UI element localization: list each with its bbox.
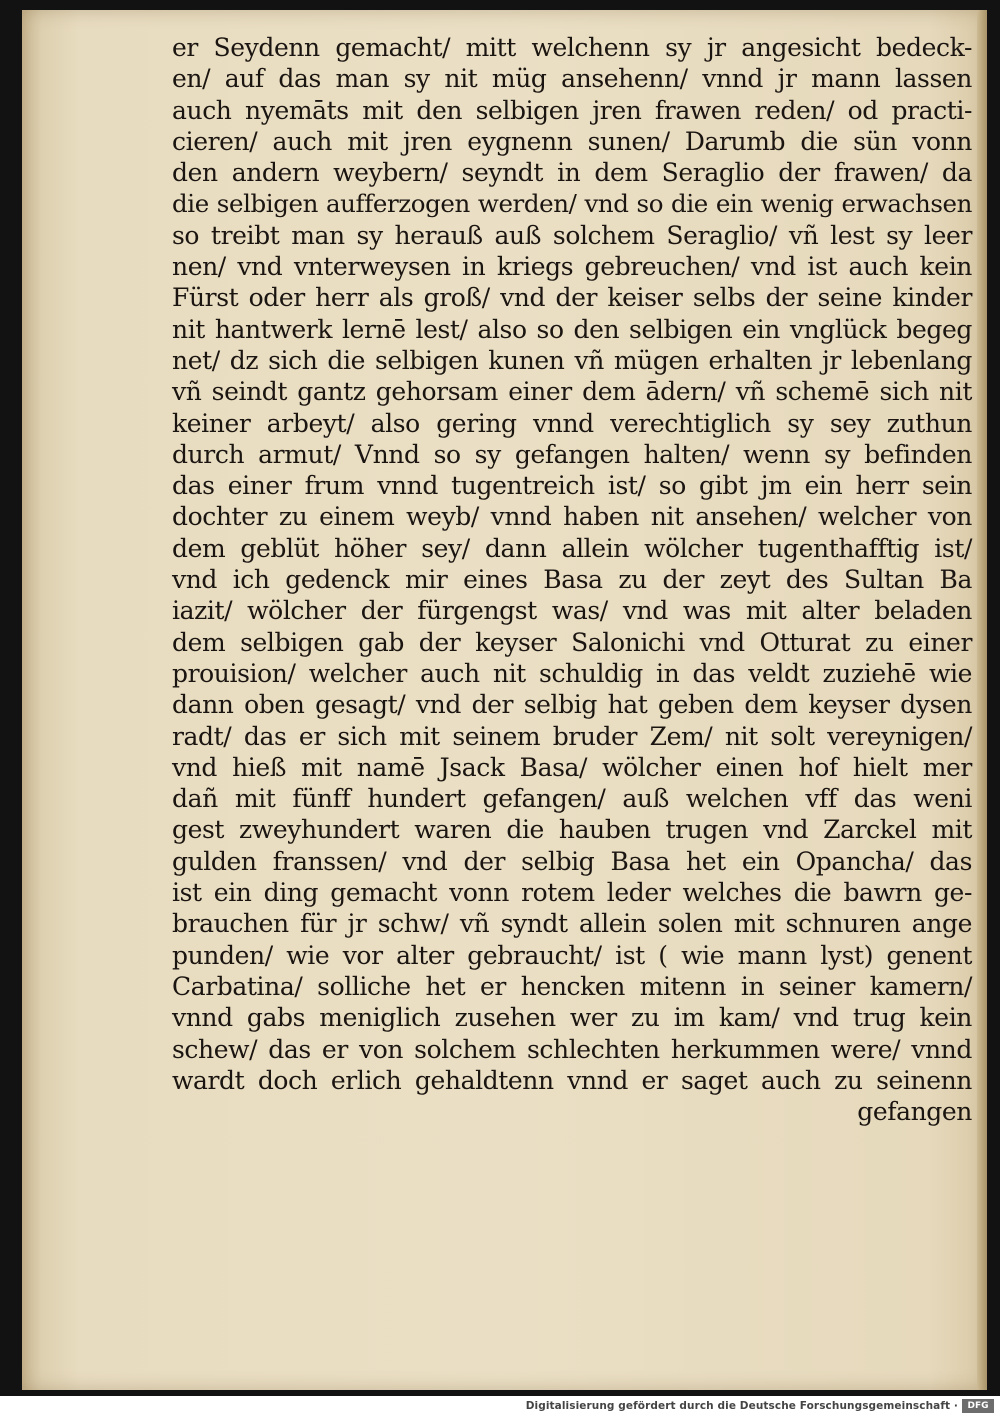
- text-line: nen/ vnd vnterweysen in kriegs gebreuchen/ vnd ist auch kein: [172, 252, 972, 282]
- footer-bar: [0, 1396, 1000, 1419]
- text-line: dañ mit fünff hundert gefangen/ auß welchen vff das weni: [172, 784, 972, 814]
- text-line: dem selbigen gab der keyser Salonichi vnd Otturat zu einer: [172, 627, 972, 657]
- text-line: durch armut/ Vnnd so sy gefangen halten/ wenn sy befinden: [172, 439, 972, 469]
- catchword: gefangen: [857, 1097, 972, 1127]
- text-line: er Seydenn gemacht/ mitt welchenn sy jr angesicht bedeck-: [172, 33, 972, 62]
- text-line: vnnd gabs meniglich zusehen wer zu im kam/ vnd trug kein: [172, 1003, 972, 1033]
- text-block: [172, 32, 972, 1127]
- dfg-logo-text: DFG: [967, 1401, 989, 1411]
- text-line: Carbatina/ solliche het er hencken mitenn in seiner kamern/: [172, 971, 972, 1001]
- text-line: die selbigen aufferzogen werden/ vnd so die ein wenig erwachsen: [172, 189, 972, 219]
- text-line: radt/ das er sich mit seinem bruder Zem/ nit solt vereynigen/: [172, 721, 972, 751]
- text-line: dann oben gesagt/ vnd der selbig hat geben dem keyser dysen: [172, 690, 972, 720]
- text-line: gest zweyhundert waren die hauben trugen vnd Zarckel mit: [172, 815, 972, 845]
- text-line: vñ seindt gantz gehorsam einer dem ādern/ vñ schemē sich nit: [172, 377, 972, 407]
- text-line: wardt doch erlich gehaldtenn vnnd er saget auch zu seinenn: [172, 1065, 972, 1095]
- text-line: dochter zu einem weyb/ vnnd haben nit ansehen/ welcher von: [172, 502, 972, 532]
- text-line: vnd ich gedenck mir eines Basa zu der zeyt des Sultan Ba: [172, 565, 972, 595]
- text-line: net/ dz sich die selbigen kunen vñ mügen erhalten jr lebenlang: [172, 345, 972, 375]
- text-line: das einer frum vnnd tugentreich ist/ so gibt jm ein herr sein: [172, 471, 972, 501]
- text-line: gulden franssen/ vnd der selbig Basa het ein Opancha/ das: [172, 846, 972, 876]
- text-line: den andern weybern/ seyndt in dem Seraglio der frawen/ da: [172, 158, 972, 188]
- dfg-logo: [962, 1399, 994, 1413]
- text-line: nit hantwerk lernē lest/ also so den selbigen ein vnglück begeg: [172, 314, 972, 344]
- text-line: keiner arbeyt/ also gering vnnd verechtiglich sy sey zuthun: [172, 408, 972, 438]
- text-line: ist ein ding gemacht vonn rotem leder welches die bawrn ge-: [172, 878, 972, 908]
- text-line: so treibt man sy herauß auß solchem Seraglio/ vñ lest sy leer: [172, 220, 972, 250]
- text-line: Fürst oder herr als groß/ vnd der keiser selbs der seine kinder: [172, 283, 972, 313]
- text-line: brauchen für jr schw/ vñ syndt allein solen mit schnuren ange: [172, 909, 972, 939]
- text-line: en/ auf das man sy nit müg ansehenn/ vnnd jr mann lassen: [172, 64, 972, 94]
- text-line: cieren/ auch mit jren eygnenn sunen/ Darumb die sün vonn: [172, 126, 972, 156]
- text-line: auch nyemāts mit den selbigen jren frawen reden/ od practi-: [172, 95, 972, 125]
- page-edge: [977, 10, 987, 1390]
- funding-credit: Digitalisierung gefördert durch die Deutsche Forschungsgemeinschaft ·: [525, 1400, 958, 1412]
- text-line: iazit/ wölcher der fürgengst was/ vnd was mit alter beladen: [172, 596, 972, 626]
- text-line: vnd hieß mit namē Jsack Basa/ wölcher einen hof hielt mer: [172, 752, 972, 782]
- text-line: prouision/ welcher auch nit schuldig in das veldt zuziehē wie: [172, 658, 972, 688]
- book-page: [22, 10, 987, 1390]
- text-line: dem geblüt höher sey/ dann allein wölcher tugenthafftig ist/: [172, 533, 972, 563]
- text-line: punden/ wie vor alter gebraucht/ ist ( wie mann lyst) genent: [172, 940, 972, 970]
- text-line: schew/ das er von solchem schlechten herkummen were/ vnnd: [172, 1034, 972, 1064]
